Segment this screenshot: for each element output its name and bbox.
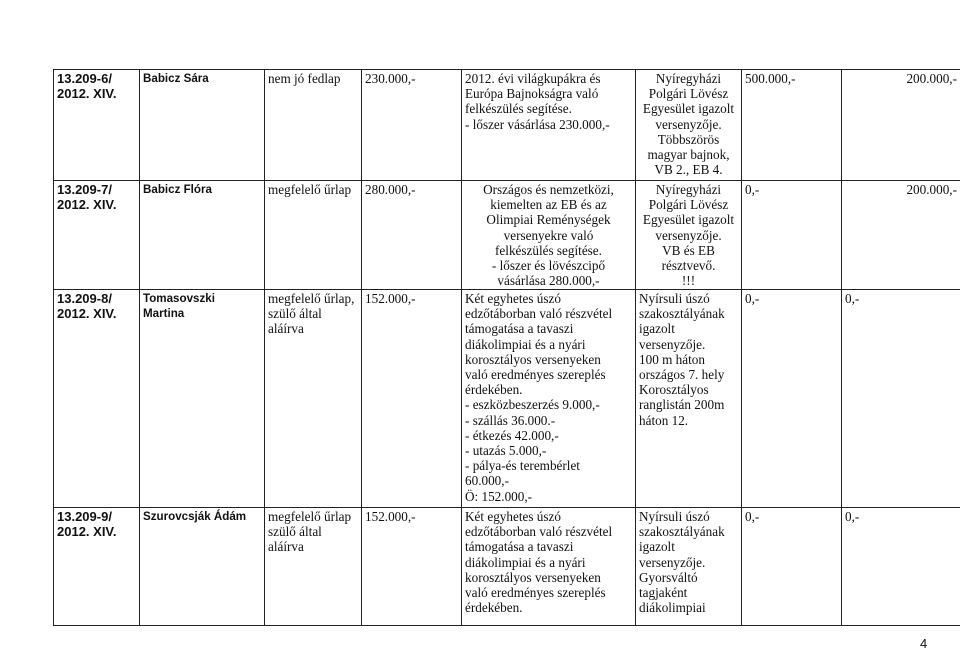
- applicant-name: Babicz Flóra: [140, 181, 265, 290]
- application-id: 13.209-8/ 2012. XIV.: [54, 290, 140, 508]
- purpose-text: Két egyhetes úszó edzőtáborban való részvétel támogatása a tavaszi diákolimpiai és a nyári korosztályos versenyeken való eredményes szereplés érdekében. - eszközbeszerzés 9.000,- - szállás 36.000.- - étkezés 42.000,- - utazás 5.000,- - pálya-és terembérlet 60.000,- Ö: 152.000,-: [462, 290, 636, 508]
- form-status: megfelelő űrlap, szülő által aláírva: [265, 290, 362, 508]
- purpose-text: 2012. évi világkupákra és Európa Bajnokságra való felkészülés segítése. - lőszer vásárlása 230.000,-: [462, 70, 636, 181]
- club-achievements: Nyíregyházi Polgári Lövész Egyesület igazolt versenyzője. Többszörös magyar bajnok, VB 2., EB 4.: [636, 70, 742, 181]
- form-status: nem jó fedlap: [265, 70, 362, 181]
- application-id: 13.209-6/ 2012. XIV.: [54, 70, 140, 181]
- purpose-text: Országos és nemzetközi, kiemelten az EB és az Olimpiai Reménységek versenyekre való felkészülés segítése. - lőszer és lövészcipő vásárlása 280.000,-: [462, 181, 636, 290]
- table-row: [54, 181, 960, 290]
- table-row: [54, 70, 960, 181]
- purpose-text: Két egyhetes úszó edzőtáborban való részvétel támogatása a tavaszi diákolimpiai és a nyári korosztályos versenyeken való eredményes szereplés érdekében.: [462, 508, 636, 626]
- proposal-amount-2: 200.000,-: [842, 181, 960, 290]
- application-id: 13.209-7/ 2012. XIV.: [54, 181, 140, 290]
- club-achievements: Nyírsuli úszó szakosztályának igazolt versenyzője. 100 m háton országos 7. hely Korosztályos ranglistán 200m háton 12.: [636, 290, 742, 508]
- proposal-amount-2: 0,-: [842, 508, 960, 626]
- grant-applications-table: [53, 69, 960, 626]
- requested-amount: 280.000,-: [362, 181, 462, 290]
- proposal-amount-1: 0,-: [742, 181, 842, 290]
- requested-amount: 152.000,-: [362, 508, 462, 626]
- applicant-name: Babicz Sára: [140, 70, 265, 181]
- proposal-amount-2: 0,-: [842, 290, 960, 508]
- page-number: 4: [920, 636, 928, 651]
- club-achievements: Nyírsuli úszó szakosztályának igazolt versenyzője. Gyorsváltó tagjaként diákolimpiai: [636, 508, 742, 626]
- requested-amount: 152.000,-: [362, 290, 462, 508]
- proposal-amount-1: 0,-: [742, 290, 842, 508]
- form-status: megfelelő űrlap: [265, 181, 362, 290]
- proposal-amount-1: 500.000,-: [742, 70, 842, 181]
- club-achievements: Nyíregyházi Polgári Lövész Egyesület igazolt versenyzője. VB és EB résztvevő. !!!: [636, 181, 742, 290]
- application-id: 13.209-9/ 2012. XIV.: [54, 508, 140, 626]
- applicant-name: Tomasovszki Martina: [140, 290, 265, 508]
- proposal-amount-1: 0,-: [742, 508, 842, 626]
- table-row: [54, 508, 960, 626]
- form-status: megfelelő űrlap szülő által aláírva: [265, 508, 362, 626]
- requested-amount: 230.000,-: [362, 70, 462, 181]
- table-row: [54, 290, 960, 508]
- applicant-name: Szurovcsják Ádám: [140, 508, 265, 626]
- proposal-amount-2: 200.000,-: [842, 70, 960, 181]
